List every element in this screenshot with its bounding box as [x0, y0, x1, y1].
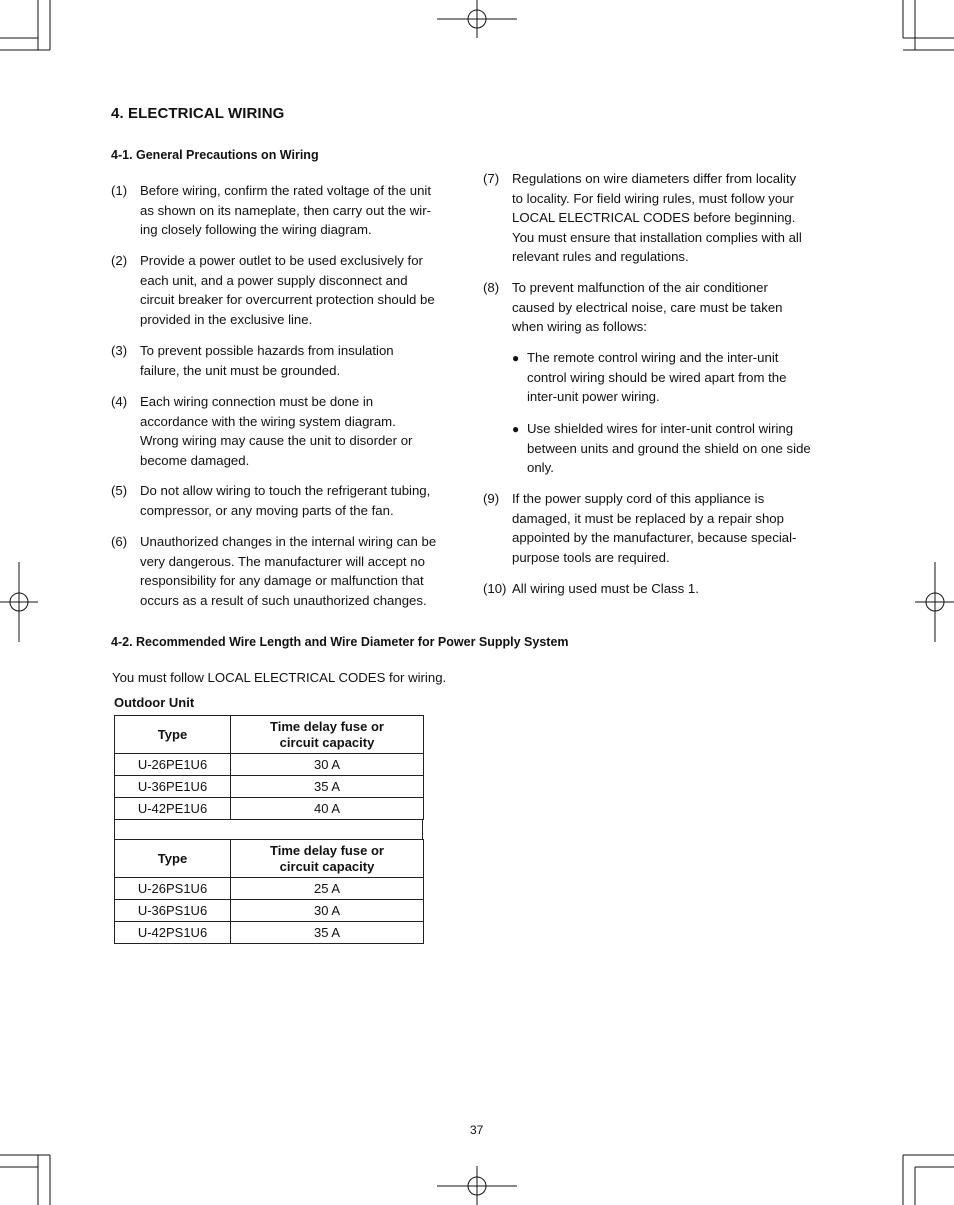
item-text: Provide a power outlet to be used exclusively for each unit, and a power supply disconnect and circuit breaker for overcurrent protection should be provided in the exclusive line. — [140, 253, 435, 327]
fuse-capacity-cell: 30 A — [231, 900, 424, 922]
model-type-cell: U-42PS1U6 — [115, 922, 231, 944]
fuse-capacity-cell: 40 A — [231, 798, 424, 820]
item-text: Do not allow wiring to touch the refrigerant tubing, compressor, or any moving parts of the fan. — [140, 483, 431, 518]
item-text: If the power supply cord of this appliance is damaged, it must be replaced by a repair shop appointed by the manufacturer, because special- purpose tools are required. — [512, 491, 797, 565]
item-text: Before wiring, confirm the rated voltage of the unit as shown on its nameplate, then carry out the wir- ing closely following the wiring diagram. — [140, 183, 432, 238]
outdoor-unit-table-ps — [114, 839, 424, 944]
table-row — [115, 878, 424, 900]
table-header-fuse: Time delay fuse or circuit capacity — [231, 840, 424, 878]
item-number: (3) — [111, 343, 128, 358]
recommended-wire-heading: 4-2. Recommended Wire Length and Wire Diameter for Power Supply System — [111, 635, 569, 649]
bullet-icon: ● — [512, 422, 520, 436]
item-number: (7) — [483, 171, 500, 186]
item-number: (8) — [483, 280, 500, 295]
model-type-cell: U-26PS1U6 — [115, 878, 231, 900]
page-number: 37 — [470, 1123, 484, 1137]
fuse-capacity-cell: 25 A — [231, 878, 424, 900]
table-header-fuse: Time delay fuse or circuit capacity — [231, 716, 424, 754]
table-row — [115, 922, 424, 944]
table-header-type: Type — [115, 840, 231, 878]
section-title: 4. ELECTRICAL WIRING — [111, 105, 285, 122]
item-text: To prevent possible hazards from insulation failure, the unit must be grounded. — [140, 343, 394, 378]
model-type-cell: U-36PS1U6 — [115, 900, 231, 922]
table-row — [115, 900, 424, 922]
model-type-cell: U-26PE1U6 — [115, 754, 231, 776]
general-precautions-heading: 4-1. General Precautions on Wiring — [111, 148, 319, 162]
item-number: (4) — [111, 394, 128, 409]
item-number: (5) — [111, 483, 128, 498]
item-text: All wiring used must be Class 1. — [512, 581, 699, 596]
outdoor-unit-table-pe — [114, 715, 424, 820]
fuse-capacity-cell: 30 A — [231, 754, 424, 776]
fuse-capacity-cell: 35 A — [231, 922, 424, 944]
bullet-icon: ● — [512, 351, 520, 365]
item-number: (6) — [111, 534, 128, 549]
item-number: (9) — [483, 491, 500, 506]
item-text: Regulations on wire diameters differ from locality to locality. For field wiring rules, must follow your LOCAL ELECTRICAL CODES before beginning. You must ensure that installation complies with all relevant rules and regulations. — [512, 171, 802, 265]
item-number: (1) — [111, 183, 128, 198]
outdoor-unit-label: Outdoor Unit — [114, 695, 195, 710]
local-codes-note: You must follow LOCAL ELECTRICAL CODES for wiring. — [112, 670, 447, 685]
model-type-cell: U-36PE1U6 — [115, 776, 231, 798]
bullet-text: The remote control wiring and the inter-unit control wiring should be wired apart from the inter-unit power wiring. — [527, 350, 787, 405]
item-text: Each wiring connection must be done in accordance with the wiring system diagram. Wrong wiring may cause the unit to disorder or become damaged. — [140, 394, 413, 468]
table-gap — [114, 819, 423, 839]
table-row — [115, 776, 424, 798]
item-number: (10) — [483, 581, 507, 596]
table-header-type: Type — [115, 716, 231, 754]
fuse-capacity-cell: 35 A — [231, 776, 424, 798]
item-number: (2) — [111, 253, 128, 268]
table-row — [115, 798, 424, 820]
item-text: To prevent malfunction of the air conditioner caused by electrical noise, care must be taken when wiring as follows: — [512, 280, 783, 335]
item-text: Unauthorized changes in the internal wiring can be very dangerous. The manufacturer will accept no responsibility for any damage or malfunction that occurs as a result of such unauthorized changes. — [140, 534, 437, 608]
model-type-cell: U-42PE1U6 — [115, 798, 231, 820]
table-row — [115, 754, 424, 776]
bullet-text: Use shielded wires for inter-unit control wiring between units and ground the shield on one side only. — [527, 421, 811, 476]
